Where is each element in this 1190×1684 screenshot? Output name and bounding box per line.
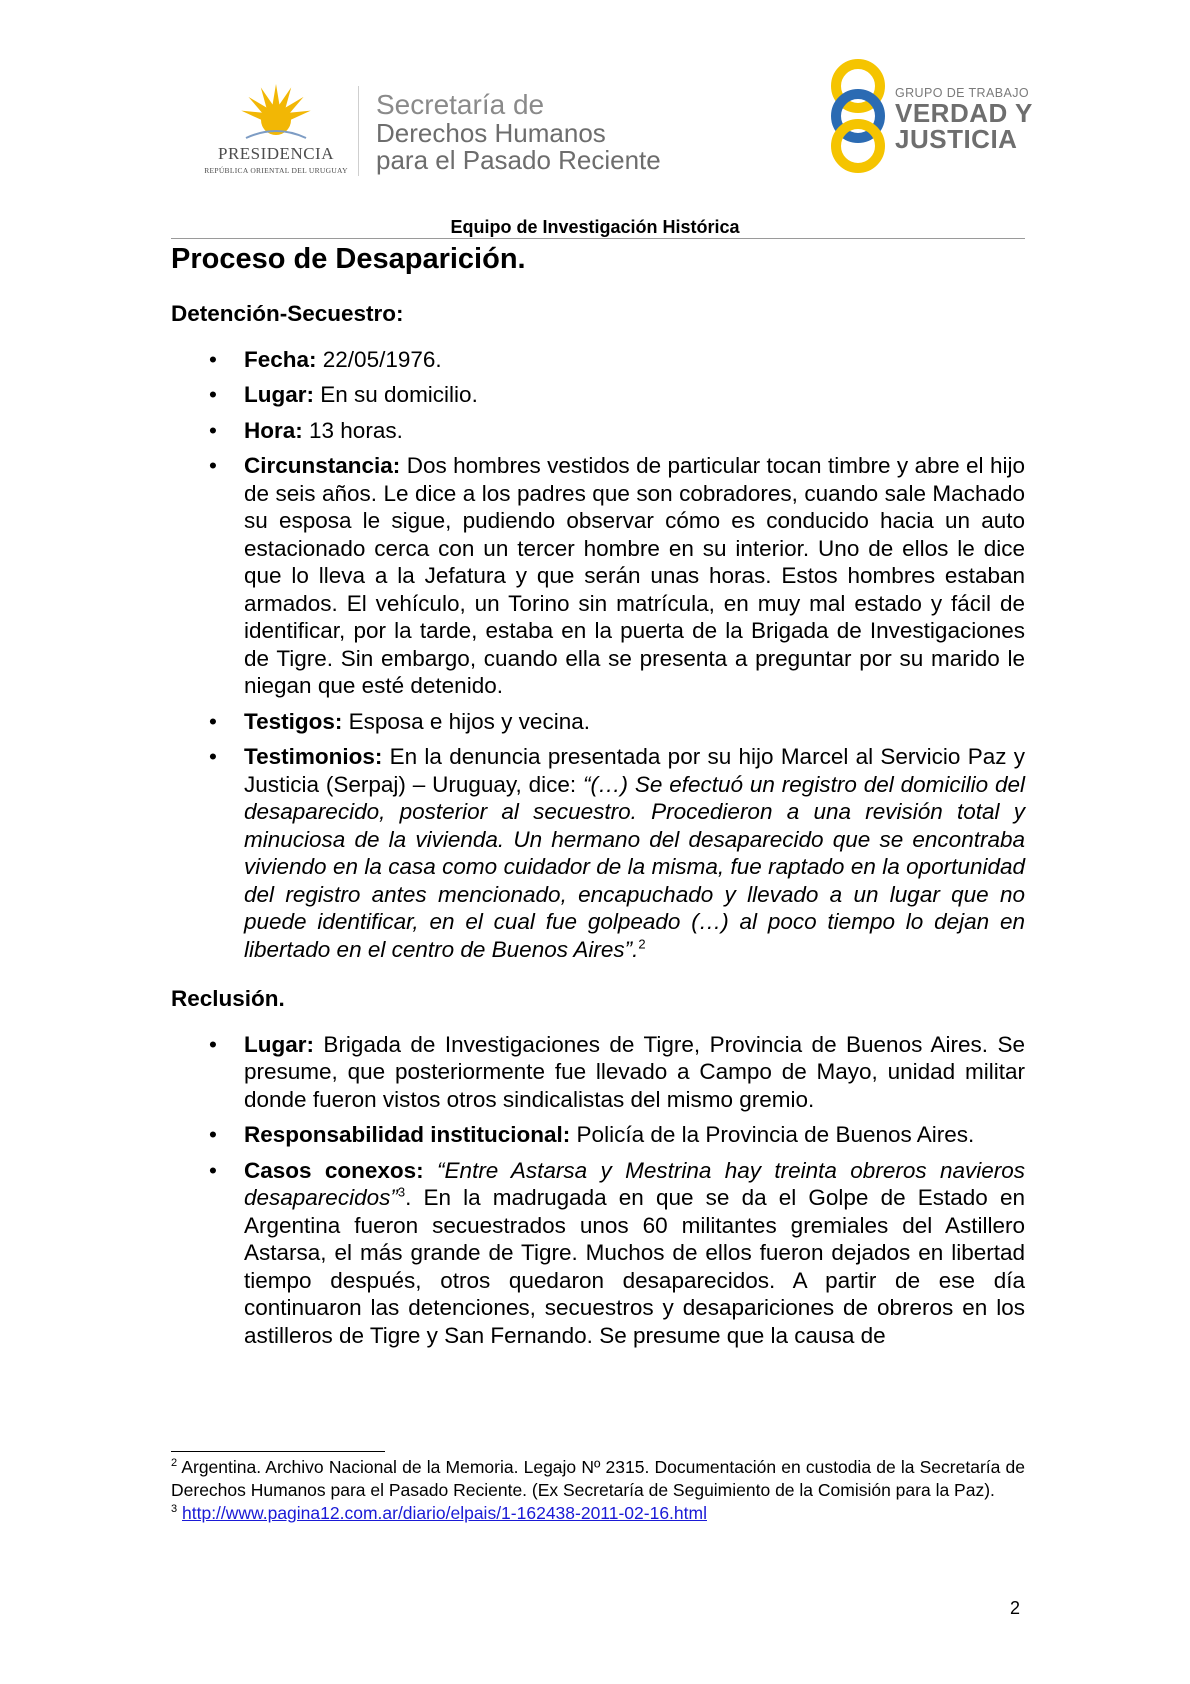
team-title: Equipo de Investigación Histórica: [450, 217, 740, 237]
footnote-3: [171, 1502, 1025, 1525]
gt-small-text: GRUPO DE TRABAJO: [895, 86, 1029, 100]
bullet-icon: •: [209, 346, 217, 372]
page-number: 2: [1010, 1598, 1021, 1618]
list-item-circunstancia: [171, 452, 1025, 700]
footnote-number: 2: [171, 1457, 178, 1470]
secretaria-line2: Derechos Humanos: [376, 118, 606, 148]
item-label: Lugar:: [244, 1031, 314, 1057]
footnote-link[interactable]: http://www.pagina12.com.ar/diario/elpais/1-162438-2011-02-16.html: [182, 1503, 707, 1523]
footnotes: [171, 1456, 1025, 1525]
gt-big-line1: VERDAD Y: [895, 98, 1033, 128]
secretaria-line3: para el Pasado Reciente: [376, 145, 661, 175]
list-item-testigos: [171, 708, 1025, 736]
presidencia-word: PRESIDENCIA: [217, 144, 334, 163]
reclusion-list: [171, 1031, 1025, 1350]
bullet-icon: •: [209, 1031, 217, 1057]
testimony-quote: “(…) Se efectuó un registro del domicilio del desaparecido, posterior al secuestro. Procedieron a una revisión total y minuciosa de la vivienda. Un hermano del desaparecido que se encontraba viviendo en la casa como cuidador de la misma, fue raptado en la oportunidad del registro antes mencionado, encapuchado y llevado a un lugar que no puede identificar, en el cual fue golpeado (…) al poco tiempo lo dejan en libertado en el centro de Buenos Aires”.: [244, 771, 1025, 962]
item-value: En la denuncia presentada por su hijo Marcel al Servicio Paz y Justicia (Serpaj) – Uruguay, dice:: [244, 744, 1025, 797]
list-item-lugar: [171, 381, 1025, 409]
bullet-icon: •: [209, 744, 217, 769]
verdad-justicia-text: [895, 86, 1033, 152]
casos-quote: “Entre Astarsa y Mestrina hay treinta obreros navieros desaparecidos”: [244, 1157, 1025, 1210]
item-value: En su domicilio.: [314, 382, 478, 407]
item-value: 13 horas.: [302, 417, 403, 443]
section-heading-reclusion: Reclusión.: [171, 986, 285, 1011]
item-label: Hora:: [244, 417, 303, 443]
page-header: [0, 0, 1190, 200]
item-label: Fecha:: [244, 346, 317, 372]
header-rule: [171, 238, 1025, 239]
secretaria-line1: Secretaría de: [376, 89, 545, 120]
bullet-icon: •: [209, 708, 217, 734]
list-item-fecha: [171, 346, 1025, 374]
item-value: Policía de la Provincia de Buenos Aires.: [570, 1122, 975, 1147]
item-value: . En la madrugada en que se da el Golpe de Estado en Argentina fueron secuestrados unos 60 militantes gremiales del Astillero Astarsa, el más grande de Tigre. Muchos de ellos fueron dejados en libertad tiempo después, otros quedaron desaparecidos. A partir de ese día continuaron las detenciones, secuestros y desapariciones de obreros en los astilleros de Tigre y San Fernando. Se presume que la causa de: [244, 1185, 1025, 1348]
bullet-icon: •: [209, 453, 217, 478]
item-label: Testigos:: [244, 708, 343, 734]
secretaria-logo-text: [376, 90, 661, 174]
footnote-text: Argentina. Archivo Nacional de la Memoria. Legajo Nº 2315. Documentación en custodia de la Secretaría de Derechos Humanos para el Pasado Reciente. (Ex Secretaría de Seguimiento de la Comisión para la Paz).: [171, 1457, 1025, 1500]
item-value: Dos hombres vestidos de particular tocan timbre y abre el hijo de seis años. Le dice a los padres que son cobradores, cuando sale Machado su esposa le sigue, pudiendo observar cómo es conducido hacia un auto estacionado cerca con un tercer hombre en su interior. Uno de ellos le dice que lo lleva a la Jefatura y que serán unas horas. Estos hombres estaban armados. El vehículo, un Torino sin matrícula, en muy mal estado y fácil de identificar, por la tarde, estaba en la puerta de la Brigada de Investigaciones de Tigre. Sin embargo, cuando ella se presenta a preguntar por su marido le niegan que esté detenido.: [244, 453, 1025, 698]
footnote-2: [171, 1456, 1025, 1502]
item-label: Circunstancia:: [244, 453, 401, 478]
bullet-icon: •: [209, 417, 217, 443]
item-value: 22/05/1976.: [316, 346, 442, 372]
logo-divider: [358, 86, 359, 176]
item-label: Lugar:: [244, 382, 314, 407]
item-label: Testimonios:: [244, 744, 383, 769]
list-item-responsabilidad: [171, 1121, 1025, 1149]
list-item-lugar-reclusion: [171, 1031, 1025, 1114]
section-heading-detencion: Detención-Secuestro:: [171, 301, 404, 326]
gt-big-line2: JUSTICIA: [895, 124, 1018, 154]
list-item-testimonios: [171, 743, 1025, 963]
item-label: Casos conexos:: [244, 1157, 424, 1183]
list-item-hora: [171, 417, 1025, 445]
footnote-ref-2[interactable]: 2: [638, 936, 646, 951]
presidencia-subtitle: REPÚBLICA ORIENTAL DEL URUGUAY: [204, 166, 348, 175]
presidencia-logo: [196, 78, 356, 178]
bullet-icon: •: [209, 1157, 217, 1183]
item-value: Brigada de Investigaciones de Tigre, Provincia de Buenos Aires. Se presume, que posteriormente fue llevado a Campo de Mayo, unidad militar donde fueron vistos otros sindicalistas del mismo gremio.: [244, 1031, 1025, 1112]
document-body: [171, 242, 1025, 1357]
item-value: Esposa e hijos y vecina.: [342, 708, 590, 734]
bullet-icon: •: [209, 382, 217, 407]
list-item-casos-conexos: [171, 1157, 1025, 1350]
footnote-number: 3: [171, 1503, 178, 1516]
footnote-rule: [171, 1451, 385, 1452]
detencion-list: [171, 346, 1025, 964]
bullet-icon: •: [209, 1122, 217, 1147]
document-title: Proceso de Desaparición.: [171, 243, 526, 275]
footnote-ref-3[interactable]: 3: [397, 1184, 406, 1200]
item-label: Responsabilidad institucional:: [244, 1122, 571, 1147]
sun-icon: [221, 78, 331, 148]
